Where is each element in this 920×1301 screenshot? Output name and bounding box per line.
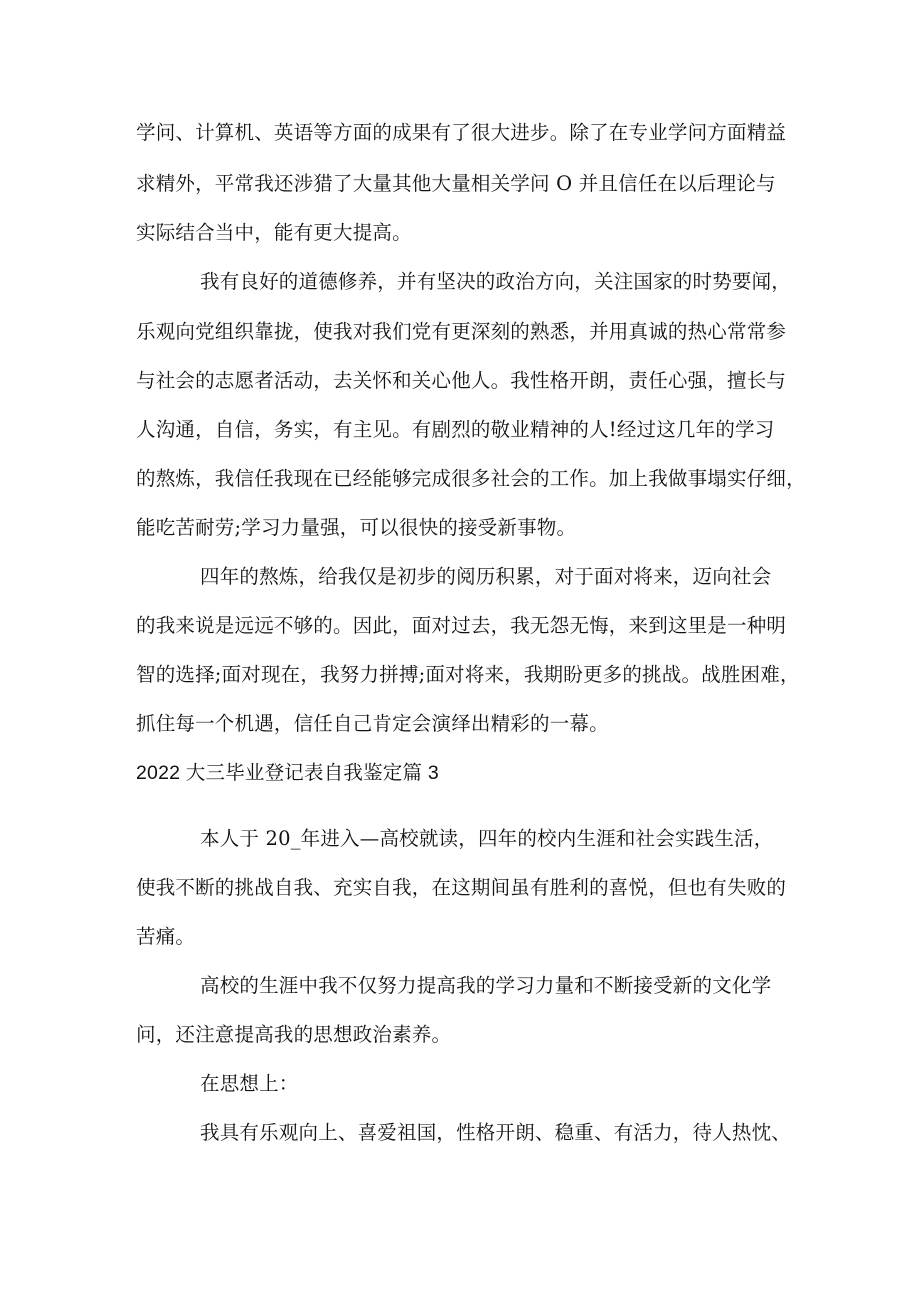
paragraph-4-line-3: 苦痛。 bbox=[136, 925, 196, 948]
paragraph-5-line-2: 问，还注意提高我的思想政治素养。 bbox=[136, 1023, 452, 1046]
paragraph-2-line-3: 与社会的志愿者活动，去关怀和关心他人。我性格开朗，责任心强，擅长与 bbox=[136, 369, 787, 392]
paragraph-5-line-1: 高校的生涯中我不仅努力提高我的学习力量和不断接受新的文化学 bbox=[200, 974, 772, 997]
paragraph-3-line-4: 抓住每一个机遇，信任自己肯定会演绎出精彩的一幕。 bbox=[136, 712, 609, 735]
paragraph-2-line-5: 的熬炼，我信任我现在已经能够完成很多社会的工作。加上我做事塌实仔细， bbox=[136, 467, 806, 490]
paragraph-6-line-1: 在思想上： bbox=[200, 1072, 299, 1095]
paragraph-2-line-6: 能吃苦耐劳;学习力量强，可以很快的接受新事物。 bbox=[136, 516, 577, 539]
section-heading: 2022 大三毕业登记表自我鉴定篇 3 bbox=[136, 762, 439, 784]
paragraph-1-line-1: 学问、计算机、英语等方面的成果有了很大进步。除了在专业学问方面精益 bbox=[136, 121, 787, 144]
paragraph-1-line-3: 实际结合当中，能有更大提高。 bbox=[136, 221, 412, 244]
paragraph-3-line-2: 的我来说是远远不够的。因此，面对过去，我无怨无悔，来到这里是一种明 bbox=[136, 614, 787, 637]
paragraph-4-line-2: 使我不断的挑战自我、充实自我，在这期间虽有胜利的喜悦，但也有失败的 bbox=[136, 876, 787, 899]
paragraph-2-line-1: 我有良好的道德修养，并有坚决的政治方向，关注国家的时势要闻， bbox=[200, 270, 792, 293]
paragraph-3-line-1: 四年的熬炼，给我仅是初步的阅历积累，对于面对将来，迈向社会 bbox=[200, 565, 772, 588]
paragraph-7-line-1: 我具有乐观向上、喜爱祖国，性格开朗、稳重、有活力，待人热忱、 bbox=[200, 1121, 792, 1144]
paragraph-2-line-2: 乐观向党组织靠拢，使我对我们党有更深刻的熟悉，并用真诚的热心常常参 bbox=[136, 320, 787, 343]
paragraph-1-line-2: 求精外，平常我还涉猎了大量其他大量相关学问 O 并且信任在以后理论与 bbox=[136, 172, 776, 195]
paragraph-3-line-3: 智的选择;面对现在，我努力拼搏;面对将来，我期盼更多的挑战。战胜困难， bbox=[136, 663, 800, 686]
paragraph-4-line-1: 本人于 20_年进入—高校就读，四年的校内生涯和社会实践生活， bbox=[200, 827, 774, 850]
paragraph-2-line-4: 人沟通，自信，务实，有主见。有剧烈的敬业精神的人!经过这几年的学习 bbox=[136, 418, 775, 441]
